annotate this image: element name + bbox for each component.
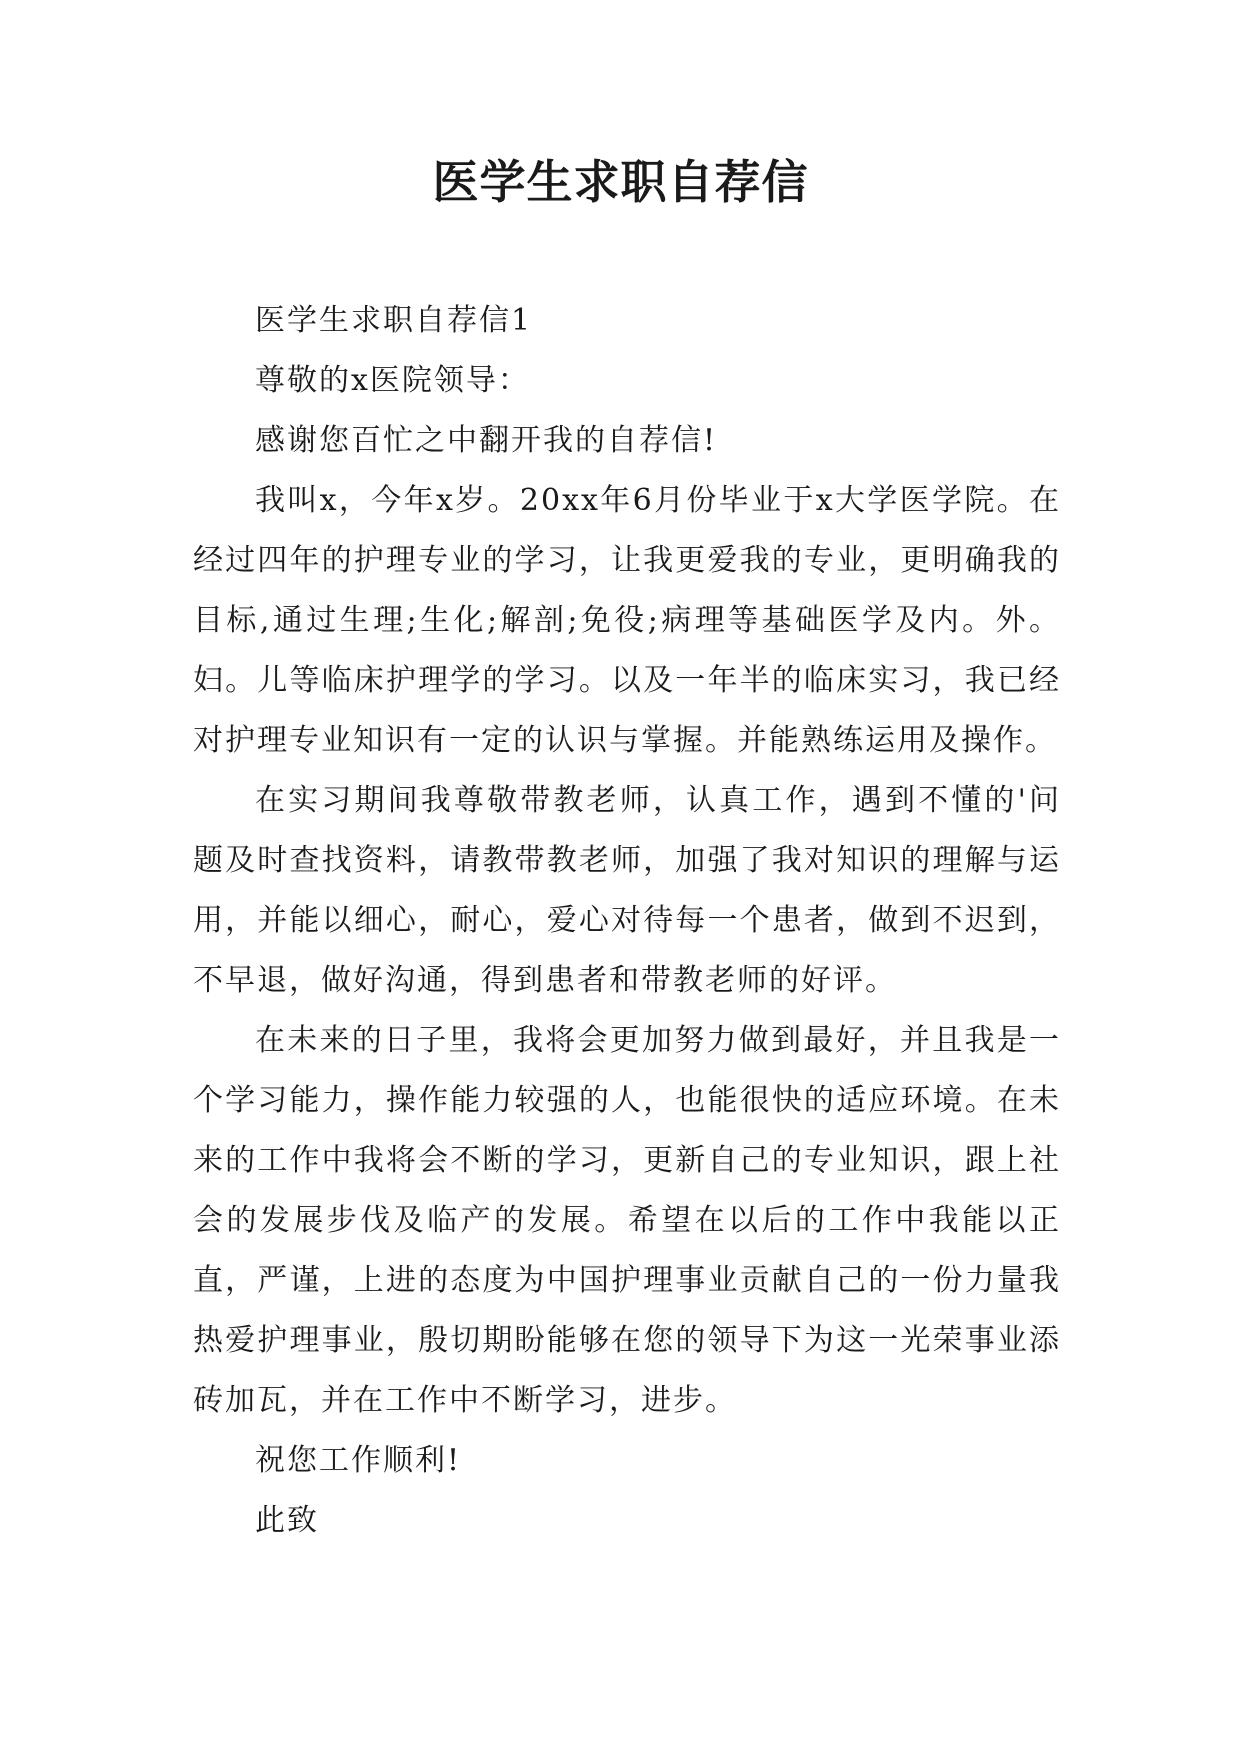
paragraph-internship: 在实习期间我尊敬带教老师，认真工作，遇到不懂的'问题及时查找资料，请教带教老师，加强了我对知识的理解与运用，并能以细心，耐心，爱心对待每一个患者，做到不迟到，不早退，做好沟通，得到患者和带教老师的好评。: [193, 783, 1061, 998]
paragraph-future: 在未来的日子里，我将会更加努力做到最好，并且我是一个学习能力，操作能力较强的人，也能很快的适应环境。在未来的工作中我将会不断的学习，更新自己的专业知识，跟上社会的发展步伐及临产的发展。希望在以后的工作中我能以正直，严谨，上进的态度为中国护理事业贡献自己的一份力量我热爱护理事业，殷切期盼能够在您的领导下为这一光荣事业添砖加瓦，并在工作中不断学习，进步。: [193, 1023, 1061, 1418]
document-title: 医学生求职自荐信: [432, 155, 809, 209]
letter-heading: 医学生求职自荐信1: [255, 303, 533, 338]
closing-salute: 此致: [255, 1503, 319, 1538]
paragraph-introduction: 我叫x，今年x岁。20xx年6月份毕业于x大学医学院。在经过四年的护理专业的学习，让我更爱我的专业，更明确我的目标,通过生理;生化;解剖;免役;病理等基础医学及内。外。妇。儿等临床护理学的学习。以及一年半的临床实习，我已经对护理专业知识有一定的认识与掌握。并能熟练运用及操作。: [193, 483, 1061, 758]
salutation: 尊敬的x医院领导：: [255, 363, 530, 398]
document-body: [193, 291, 1061, 1551]
opening-line: 感谢您百忙之中翻开我的自荐信!: [255, 423, 718, 458]
closing-wish: 祝您工作顺利!: [255, 1443, 462, 1478]
